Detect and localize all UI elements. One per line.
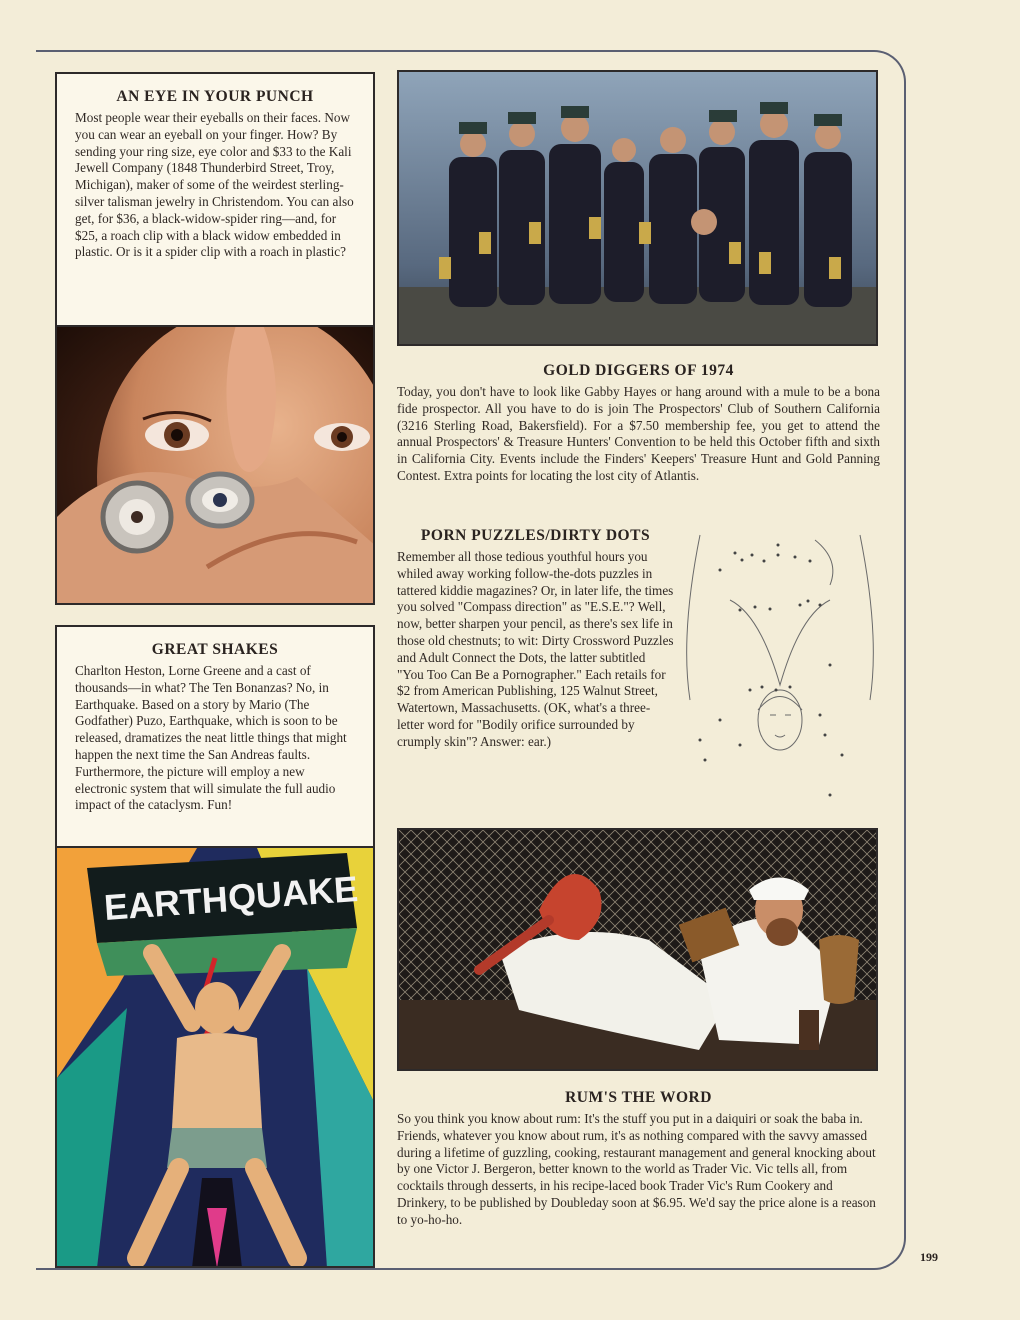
great-shakes-body: Charlton Heston, Lorne Greene and a cast of thousands—in what? The Ten Bonanzas? No, in Earthquake. Based on a story by Mario (The Godfather) Puzo, Earthquake, which is soon to be released, dramatizes the neat little things that might happen the next time the San Andreas faults. Furthermore, the picture will employ a new electronic system that will simulate the full audio impact of the cataclysm. Fun! <box>75 663 347 813</box>
page-number: 199 <box>920 1250 938 1264</box>
gold-diggers-body: Today, you don't have to look like Gabby Hayes or hang around with a mule to be a bona fide prospector. All you have to do is join The Prospectors' Club of Southern California (3216 Sterling Road, Bakersfield). For a $7.50 membership fee, you get to attend the annual Prospectors' & Treasure Hunters' Convention to be held this October fifth and sixth in California City. Events include the Finders' Keepers' Treasure Hunt and Gold Panning Contest. Extra points for locating the lost city of Atlantis. <box>397 384 880 483</box>
earthquake-poster <box>55 848 375 1268</box>
rum-sailor-photo <box>397 828 878 1071</box>
porn-puzzles-body: Remember all those tedious youthful hours you whiled away working follow-the-dots puzzles in tattered kiddie magazines? Or, in later life, the times you solved "Compass direction" as "E.S.E."? Well, now, better sharpen your pencil, as there's sex life in those old chestnuts; to wit: Dirty Crossword Puzzles and Adult Connect the Dots, the latter subtitled "You Too Can Be a Pornographer." Each retails for $2 from American Publishing, 125 Walnut Street, Watertown, Massachusetts. (OK, what's a three-letter word for "Bodily orifice surrounded by crumply skin"? Answer: ear.) <box>397 549 674 749</box>
earthquake-title-word-1: EARTH <box>102 878 230 928</box>
gold-diggers-photo <box>397 70 878 346</box>
gold-diggers-title: GOLD DIGGERS OF 1974 <box>543 362 734 379</box>
great-shakes-box <box>55 625 375 848</box>
porn-puzzles-article <box>397 527 674 751</box>
rum-title: RUM'S THE WORD <box>565 1089 712 1106</box>
eye-punch-box <box>55 72 375 327</box>
earthquake-title-word-2: QUAKE <box>226 868 360 918</box>
rum-body: So you think you know about rum: It's the stuff you put in a daiquiri or soak the baba in. Friends, whatever you know about rum, it's as nothing compared with the savvy amassed during a lifetime of guzzling, cooking, restaurant management and general knocking about by one Victor J. Bergeron, better known to the world as Trader Vic. Vic tells all, from cocktails through desserts, in his recipe-laced book Trader Vic's Rum Cookery and Drinkery, to be published by Doubleday soon at $6.95. We'd say the price alone is a reason to yo-ho-ho. <box>397 1111 876 1227</box>
gold-diggers-article <box>397 362 880 485</box>
great-shakes-title: GREAT SHAKES <box>151 641 279 658</box>
eye-ring-photo <box>55 327 375 605</box>
rum-article <box>397 1089 880 1229</box>
connect-dots-illustration <box>680 525 880 805</box>
eye-punch-title: AN EYE IN YOUR PUNCH <box>116 88 314 105</box>
porn-puzzles-title: PORN PUZZLES/DIRTY DOTS <box>420 527 651 544</box>
eye-punch-body: Most people wear their eyeballs on their faces. Now you can wear an eyeball on your finger. How? By sending your ring size, eye color and $33 to the Kali Jewell Company (1848 Thunderbird Street, Troy, Michigan), maker of some of the weirdest sterling-silver talisman jewelry in Christendom. You can also get, for $36, a black-widow-spider ring—and, for $25, a roach clip with a black widow embedded in plastic. Or is it a spider clip with a roach in plastic? <box>75 110 354 260</box>
